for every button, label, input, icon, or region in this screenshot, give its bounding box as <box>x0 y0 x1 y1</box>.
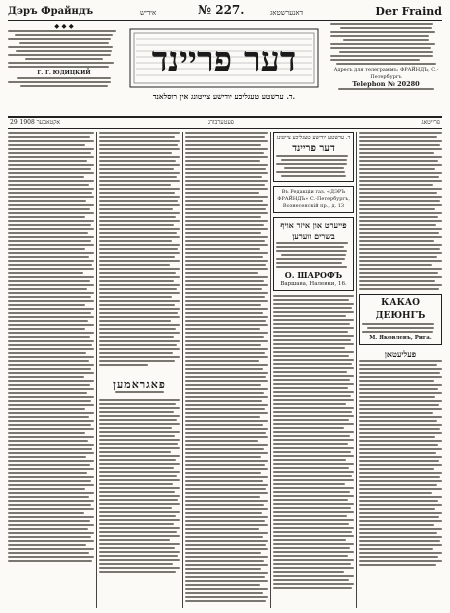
issue-number: № 227. <box>198 3 245 17</box>
harof-address: Варшава, Налевки, 16. <box>280 281 347 287</box>
russian-title: Дэръ Фрайндъ <box>8 6 94 17</box>
masthead <box>8 21 442 118</box>
article-column-1 <box>8 132 94 608</box>
article-column-5 <box>359 132 442 608</box>
article-column-4 <box>273 132 354 608</box>
logo-text: דער פריינד <box>151 40 297 80</box>
masthead-subtitle: ד. ערשטע טעגליכע יודישע צייטונג אין רוסלאנד. <box>152 92 296 101</box>
latin-title: Der Fraind <box>375 5 442 18</box>
feuilleton-heading: פעליעטאן <box>384 349 417 359</box>
harof-name: О. ШАРОФЪ <box>284 270 343 280</box>
column-separator <box>182 132 183 608</box>
redaction-ad-box <box>273 186 354 213</box>
harof-ad-box <box>273 217 354 291</box>
kakao-ad-box <box>359 294 442 345</box>
publisher-line: Г. Г. ЮДИЦКИЙ <box>37 70 91 76</box>
column-separator <box>270 132 271 608</box>
dateline-left: 29 אקטאבער 1908 <box>10 119 61 126</box>
dateline-right: פרייטאג <box>421 119 440 126</box>
article-column-3 <box>185 132 268 608</box>
pogrom-heading: פאגראמען <box>113 378 166 391</box>
harof-ad-title: פייערט און איזר אויף בשרים ווערען <box>280 220 347 241</box>
newspaper-page <box>8 4 442 609</box>
dateline-center: פעטערבורג <box>208 119 234 126</box>
kakao-ad-subtitle: М. Яковлевъ, Рига. <box>369 335 432 341</box>
dateline <box>8 117 442 129</box>
subscription-box: ◆ ◆ ◆ Г. Г. ЮДИЦКИЙ <box>8 23 120 113</box>
masthead-logo <box>126 25 322 91</box>
fraind-ad-title: דער פריינד <box>292 143 335 154</box>
fraind-ad-subtitle: ד. ערשטע יודישע טעגליכע צייטונג <box>276 135 351 141</box>
top-bar <box>8 4 442 21</box>
kakao-ad-title: КАКАО ДЕЮНГЪ <box>375 298 426 321</box>
article-column-2 <box>99 132 180 608</box>
column-separator <box>356 132 357 608</box>
contact-box <box>330 23 442 113</box>
telephone: Telephon № 20280 <box>352 80 420 88</box>
top-bar-left-note: אידיש <box>140 9 157 17</box>
top-bar-right-note: דאנערשטאג <box>270 9 303 17</box>
redaction-label: Въ Редакціи газ. «ДЭРЪ ФРАЙНДЪ» С.-Петербургъ, Вознесенскій пр., д. 13 <box>277 189 350 209</box>
fraind-ad-box <box>273 132 354 182</box>
telegram-address: Адресъ для телеграммъ: ФРАЙНДЪ, С.-Петербургъ <box>333 67 439 80</box>
column-separator <box>96 132 97 608</box>
